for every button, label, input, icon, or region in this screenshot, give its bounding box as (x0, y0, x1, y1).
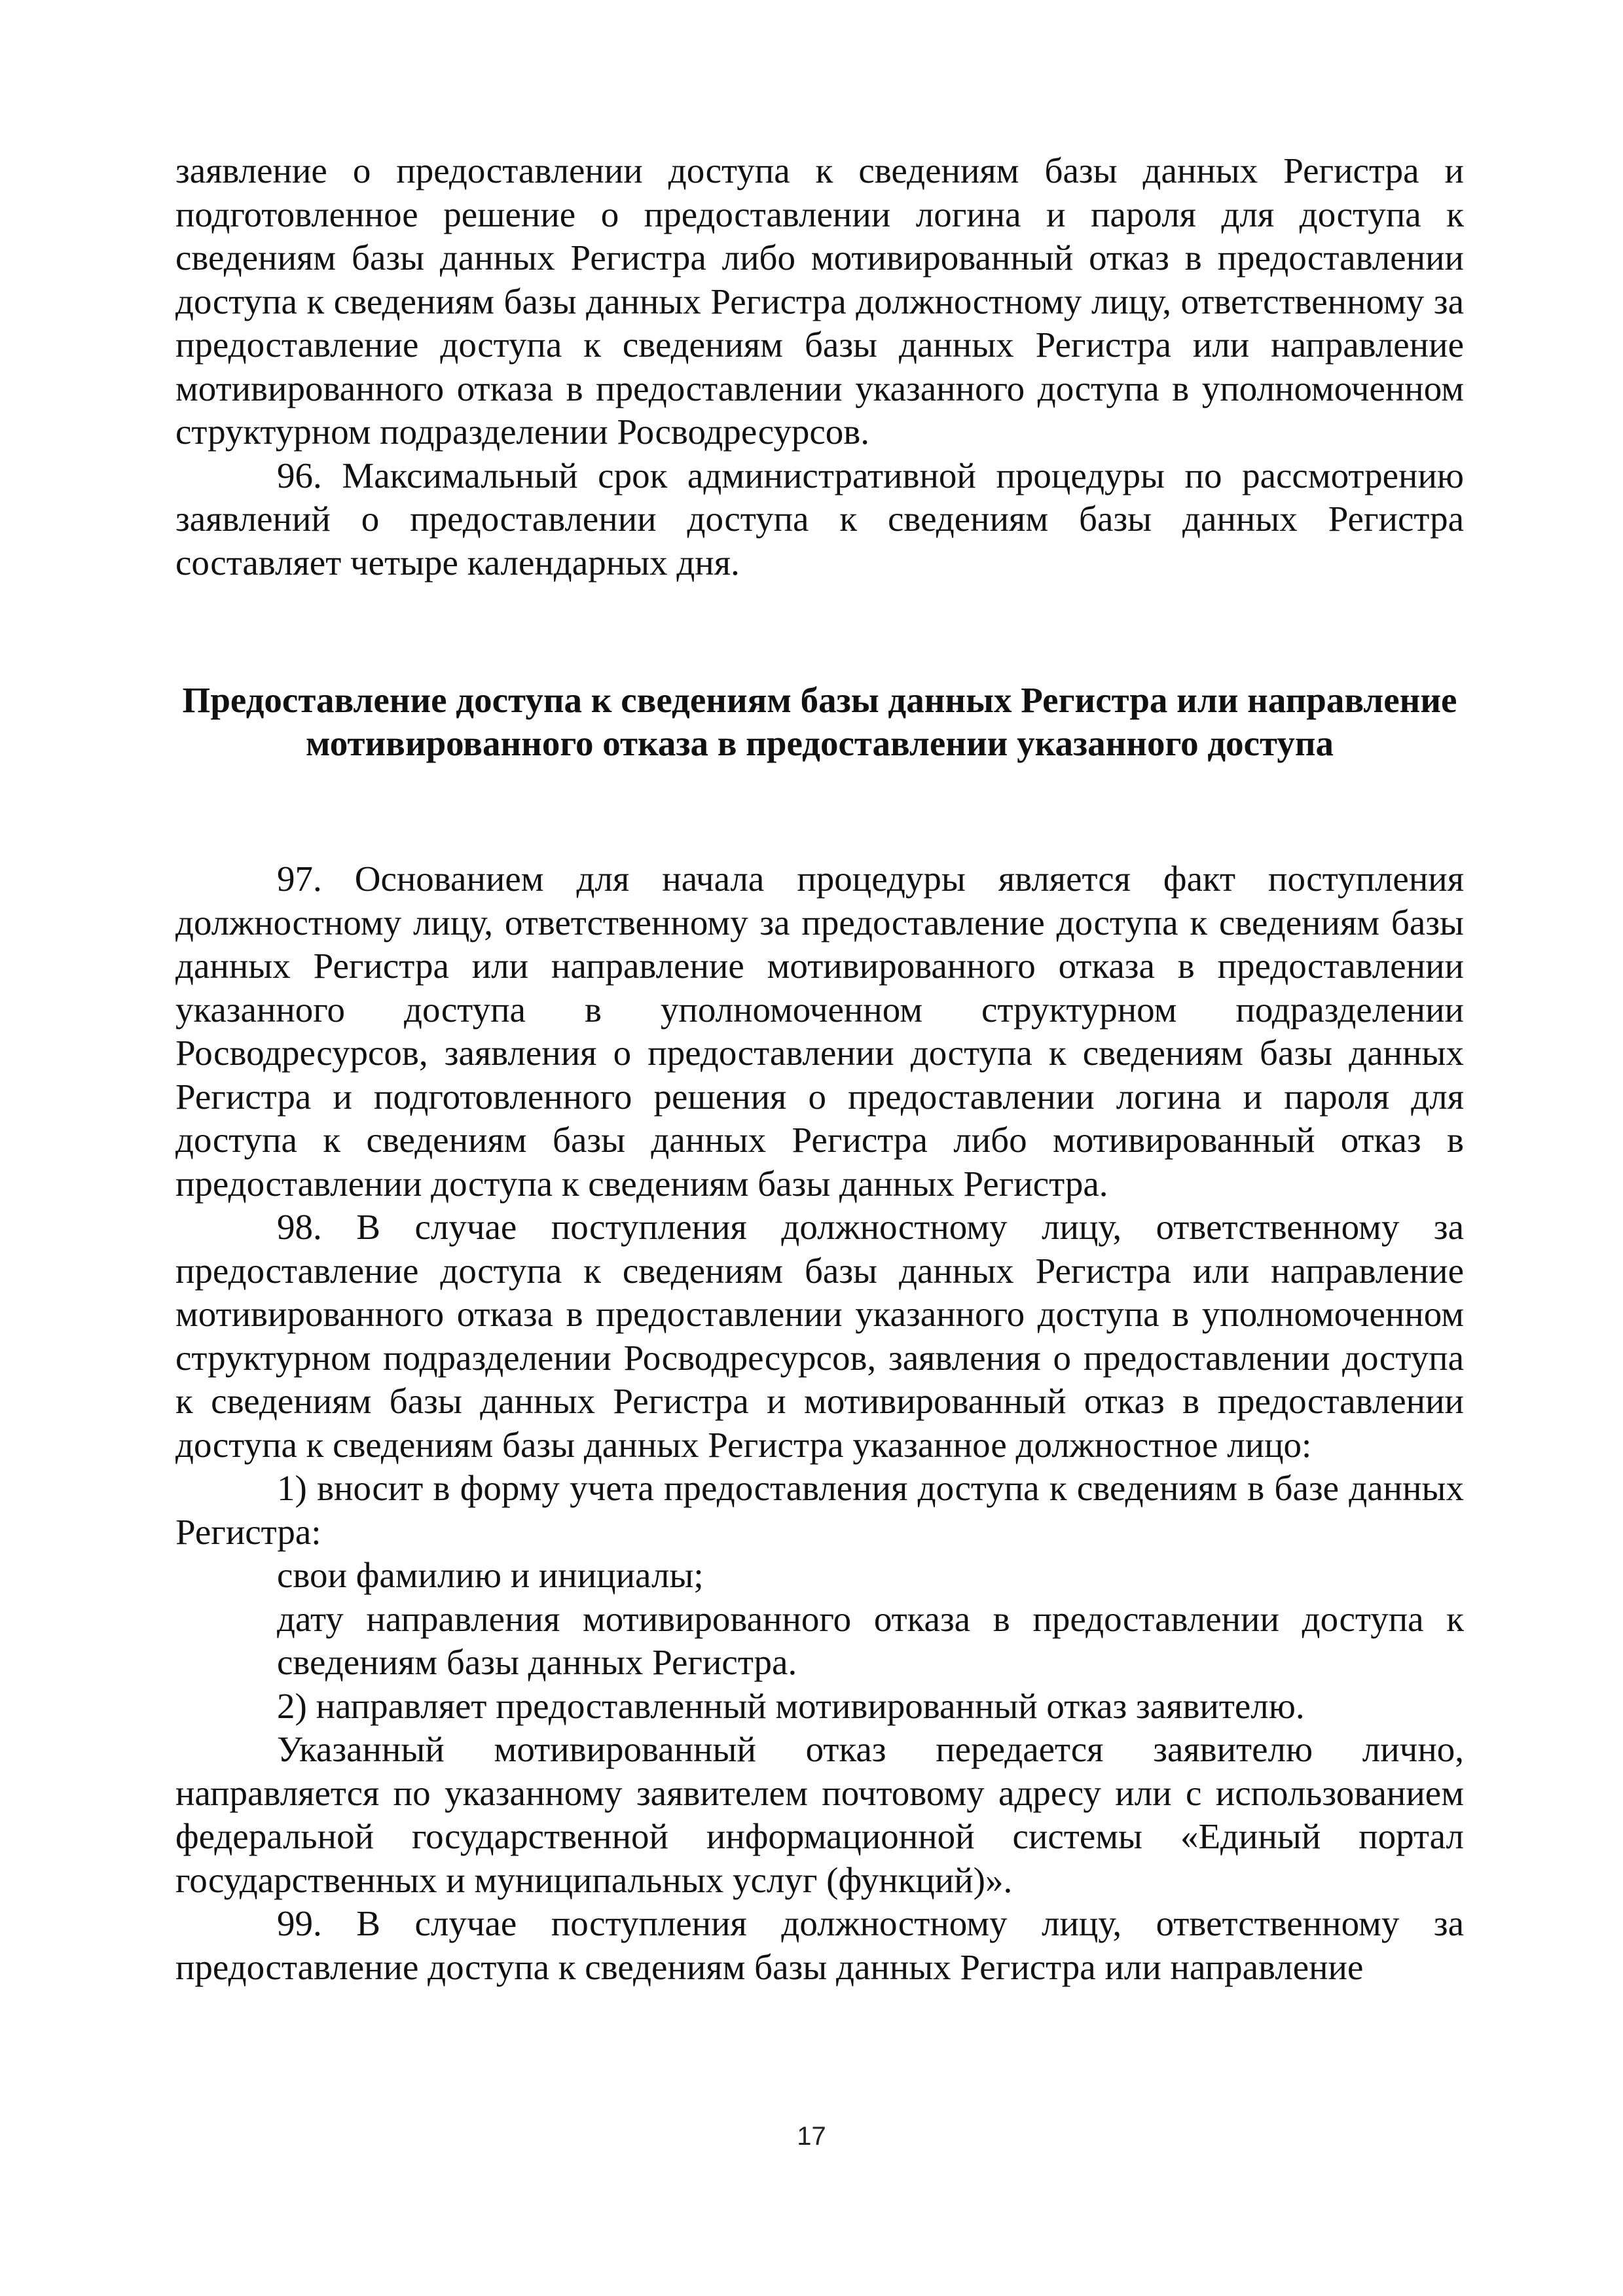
section-heading: Предоставление доступа к сведениям базы данных Регистра или направление мотивированного отказа в предоставлении указанного доступа (182, 680, 1457, 763)
paragraph-98-item-1-sub-b: дату направления мотивированного отказа в предоставлении доступа к сведениям базы данных Регистра. (277, 1598, 1464, 1682)
paragraph-98-item-1-sub-a: свои фамилию и инициалы; (277, 1555, 704, 1595)
paragraph-99: 99. В случае поступления должностному лицу, ответственному за предоставление доступа к сведениям базы данных Регистра или направление (175, 1903, 1464, 1987)
text-block-top (175, 149, 1464, 584)
paragraph-97: 97. Основанием для начала процедуры является факт поступления должностному лицу, ответственному за предоставление доступа к сведениям базы данных Регистра или направление мотивированного отказа в предоставлении указанного доступа в уполномоченном структурном подразделении Росводресурсов, заявления о предоставлении доступа к сведениям базы данных Регистра и подготовленного решения о предоставлении логина и пароля для доступа к сведениям базы данных Регистра либо мотивированный отказ в предоставлении доступа к сведениям базы данных Регистра. (175, 859, 1464, 1204)
paragraph-continuation: заявление о предоставлении доступа к сведениям базы данных Регистра и подготовленное решение о предоставлении логина и пароля для доступа к сведениям базы данных Регистра либо мотивированный отказ в предоставлении доступа к сведениям базы данных Регистра должностному лицу, ответственному за предоставление доступа к сведениям базы данных Регистра или направление мотивированного отказа в предоставлении указанного доступа в уполномоченном структурном подразделении Росводресурсов. (175, 151, 1464, 452)
paragraph-98-item-2: 2) направляет предоставленный мотивированный отказ заявителю. (277, 1685, 1305, 1726)
paragraph-98-item-1: 1) вносит в форму учета предоставления доступа к сведениям в базе данных Регистра: (175, 1468, 1464, 1552)
paragraph-98: 98. В случае поступления должностному лицу, ответственному за предоставление доступа к сведениям базы данных Регистра или направление мотивированного отказа в предоставлении указанного доступа в уполномоченном структурном подразделении Росводресурсов, заявления о предоставлении доступа к сведениям базы данных Регистра и мотивированный отказ в предоставлении доступа к сведениям базы данных Регистра указанное должностное лицо: (175, 1207, 1464, 1465)
paragraph-98-note: Указанный мотивированный отказ передается заявителю лично, направляется по указанному заявителем почтовому адресу или с использованием федеральной государственной информационной системы «Единый портал государственных и муниципальных услуг (функций)». (175, 1729, 1464, 1900)
page-number: 17 (797, 2122, 826, 2151)
text-block-bottom (175, 857, 1464, 1989)
paragraph-96: 96. Максимальный срок административной процедуры по рассмотрению заявлений о предоставлении доступа к сведениям базы данных Регистра составляет четыре календарных дня. (175, 455, 1464, 583)
